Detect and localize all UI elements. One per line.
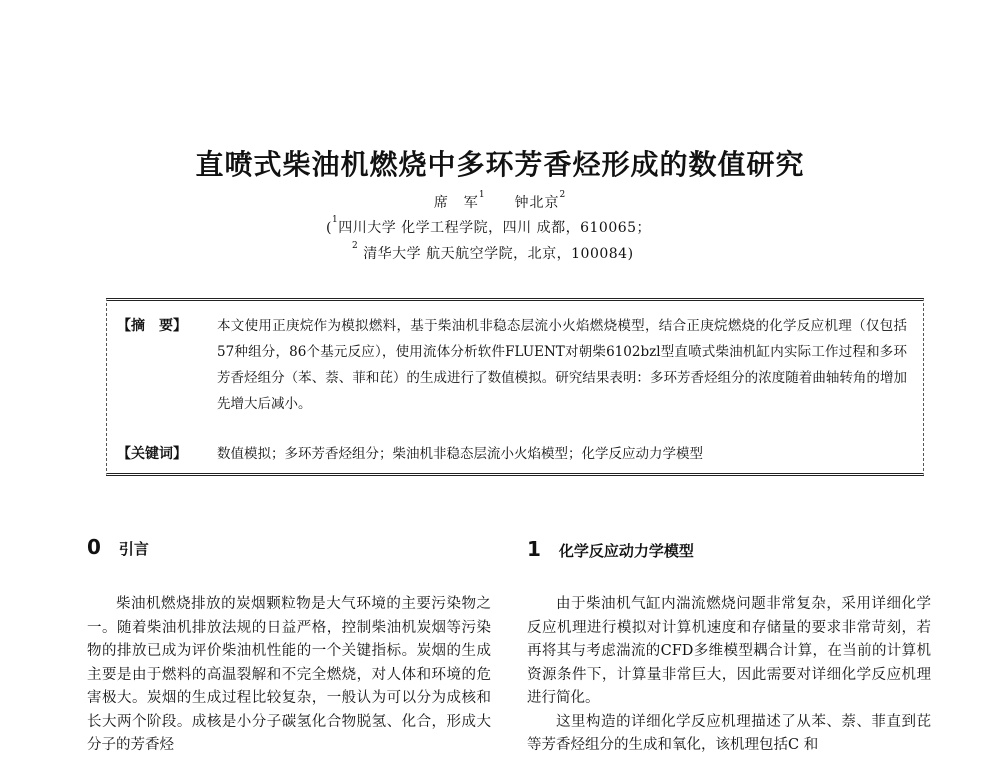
paper-title: 直喷式柴油机燃烧中多环芳香烃形成的数值研究 — [195, 148, 805, 181]
abstract-text: 本文使用正庚烷作为模拟燃料，基于柴油机非稳态层流小火焰燃烧模型，结合正庚烷燃烧的化学反应机理（仅包括57种组分，86个基元反应），使用流体分析软件FLUENT对朝柴6102bzl型直喷式柴油机缸内实际工作过程和多环芳香烃组分（苯、萘、菲和芘）的生成进行了数值模拟。研究结果表明：多环芳香烃组分的浓度随着曲轴转角的增加先增大后减小。 — [217, 318, 907, 412]
affiliation-open-paren: ( — [326, 220, 332, 236]
paragraph: 由于柴油机气缸内湍流燃烧问题非常复杂，采用详细化学反应机理进行模拟对计算机速度和存储量的要求非常苛刻，若再将其与考虑湍流的CFD多维模型耦合计算，在当前的计算机资源条件下，计算量非常巨大，因此需要对详细化学反应机理进行简化。 — [527, 596, 931, 706]
affiliation-text: 清华大学 航天航空学院，北京，100084) — [363, 246, 634, 262]
section-heading-kinetic-model — [527, 537, 694, 561]
abstract-label: 【摘 要】 — [117, 318, 187, 334]
introduction-body — [87, 593, 491, 758]
author-line — [0, 192, 1000, 212]
paragraph: 这里构造的详细化学反应机理描述了从苯、萘、菲直到芘等芳香烃组分的生成和氧化，该机理包括C 和 — [527, 713, 931, 753]
abstract-box — [106, 298, 924, 476]
section-title: 引言 — [118, 540, 149, 558]
section-number: 0 — [87, 535, 101, 559]
author-name: 钟北京 — [514, 195, 560, 211]
affiliation-mark: 1 — [331, 215, 339, 225]
keywords-text: 数值模拟；多环芳香烃组分；柴油机非稳态层流小火焰模型；化学反应动力学模型 — [217, 446, 703, 462]
kinetic-model-body — [527, 593, 931, 758]
author-name: 席 军 — [433, 195, 479, 211]
affiliation-mark: 1 — [478, 190, 486, 200]
section-heading-introduction — [87, 535, 149, 559]
affiliation-mark: 2 — [352, 241, 359, 251]
affiliation-text: 四川大学 化学工程学院，四川 成都，610065； — [338, 220, 652, 236]
affiliation-1 — [326, 217, 651, 237]
section-title: 化学反应动力学模型 — [558, 542, 694, 560]
section-number: 1 — [527, 537, 541, 561]
affiliation-mark: 2 — [559, 190, 567, 200]
paragraph: 柴油机燃烧排放的炭烟颗粒物是大气环境的主要污染物之一。随着柴油机排放法规的日益严格，控制柴油机炭烟等污染物的排放已成为评价柴油机性能的一个关键指标。炭烟的生成主要是由于燃料的高温裂解和不完全燃烧，对人体和环境的危害极大。炭烟的生成过程比较复杂，一般认为可以分为成核和长大两个阶段。成核是小分子碳氢化合物脱氢、化合，形成大分子的芳香烃 — [87, 596, 491, 753]
affiliation-2 — [352, 243, 634, 263]
keywords-label: 【关键词】 — [117, 446, 187, 462]
